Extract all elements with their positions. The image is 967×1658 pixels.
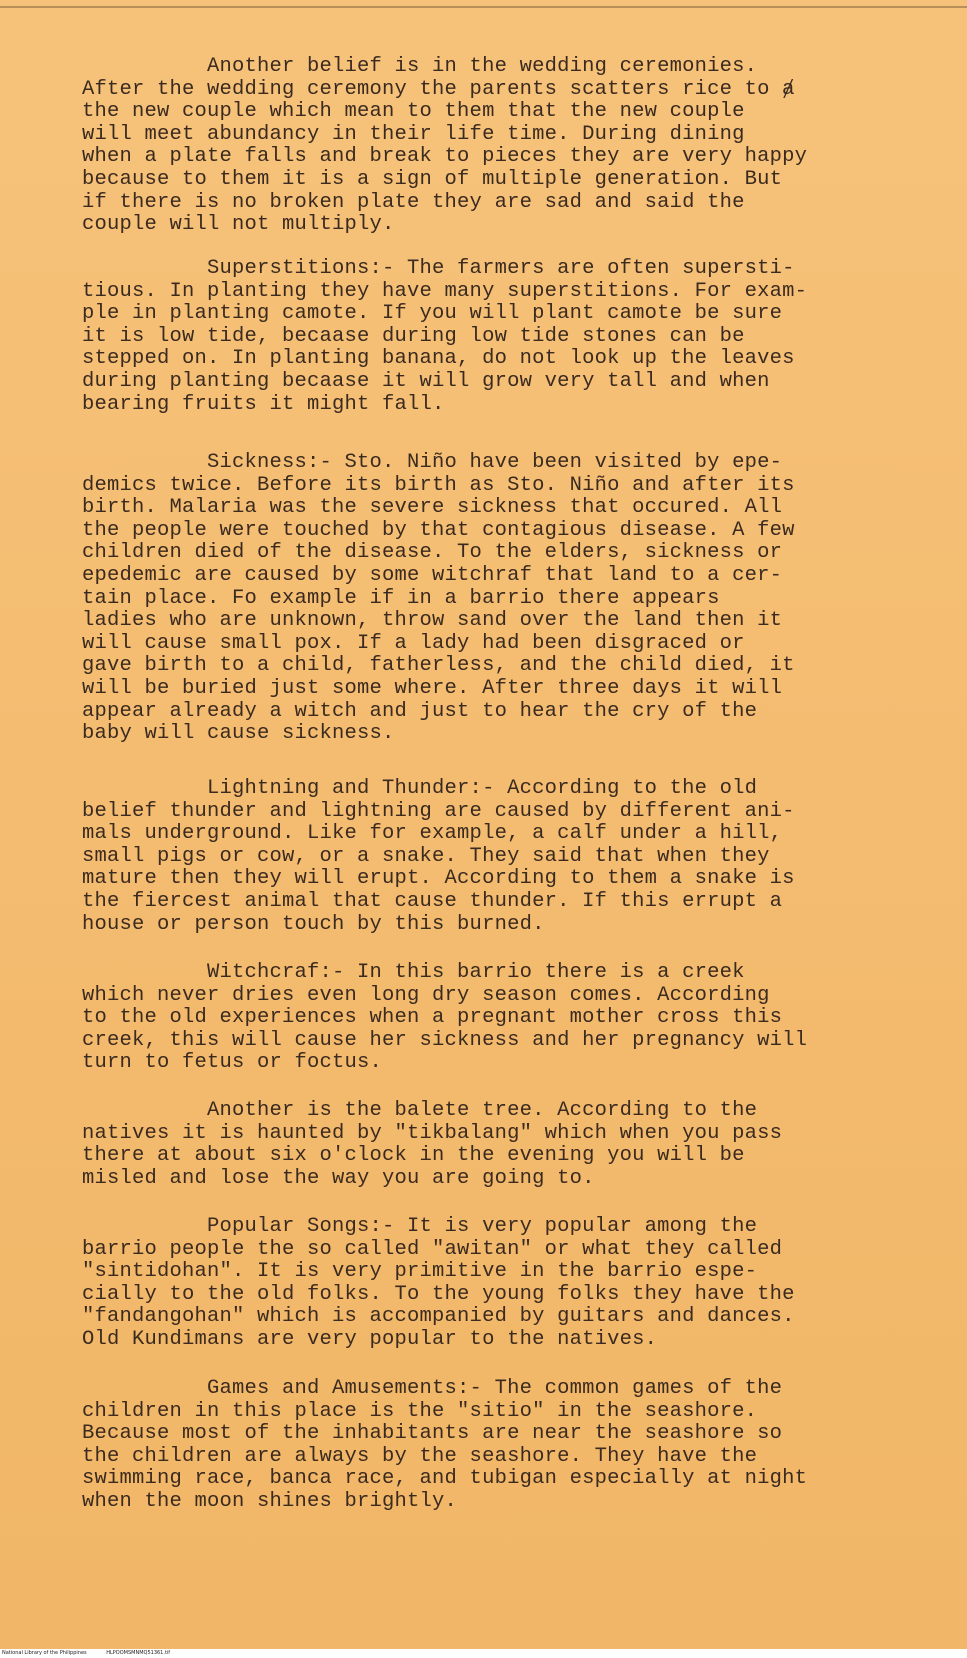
scan-footer — [0, 1649, 967, 1658]
paragraph-songs — [82, 1216, 882, 1352]
paragraph-sickness-text: Sickness:- Sto. Niño have been visited by epe- demics twice. Before its birth as Sto. Niño and after its birth. Malaria was the severe sickness that occured. All the people were touched by that contagious disease. A few children died of the disease. To the elders, sickness or epedemic are caused by some witchraf that land to a cer- tain place. Fo example if in a barrio there appears ladies who are unknown, throw sand over the land then it will cause small pox. If a lady had been disgraced or gave birth to a child, fatherless, and the child died, it will be buried just some where. After three days it will appear already a witch and just to hear the cry of the baby will cause sickness. — [82, 451, 795, 746]
paragraph-lightning-text: Lightning and Thunder:- According to the old belief thunder and lightning are caused by different ani- mals underground. Like for example, a calf under a hill, small pigs or cow, or a snake. They said that when they mature then they will erupt. According to them a snake is the fiercest animal that cause thunder. If this errupt a house or person touch by this burned. — [82, 777, 795, 936]
paragraph-superstitions-text: Superstitions:- The farmers are often supersti- tious. In planting they have many superstitions. For exam- ple in planting camote. If you will plant camote be sure it is low tide, becaase during low tide stones can be stepped on. In planting banana, do not look up the leaves during planting becaase it will grow very tall and when bearing fruits it might fall. — [82, 257, 808, 416]
paragraph-superstitions — [82, 258, 882, 416]
paragraph-games — [82, 1378, 882, 1514]
paragraph-witchcraf — [82, 962, 882, 1075]
paragraph-lightning — [82, 778, 882, 936]
top-rule — [0, 6, 967, 8]
paragraph-balete-text: Another is the balete tree. According to the natives it is haunted by "tikbalang" which when you pass there at about six o'clock in the evening you will be misled and lose the way you are going to. — [82, 1099, 783, 1190]
paragraph-songs-text: Popular Songs:- It is very popular among the barrio people the so called "awitan" or what they called "sintidohan". It is very primitive in the barrio espe- cially to the old folks. To the young folks they have the "fandangohan" which is accompanied by guitars and dances. Old Kundimans are very popular to the natives. — [82, 1215, 795, 1351]
footer-library: National Library of the Philippines — [2, 1650, 87, 1656]
paragraph-sickness — [82, 452, 882, 746]
paragraph-witchcraf-text: Witchcraf:- In this barrio there is a creek which never dries even long dry season comes. According to the old experiences when a pregnant mother cross this creek, this will cause her sickness and her pregnancy will turn to fetus or foctus. — [82, 961, 808, 1075]
paragraph-balete — [82, 1100, 882, 1190]
paragraph-wedding — [82, 56, 882, 237]
paragraph-games-text: Games and Amusements:- The common games of the children in this place is the "sitio" in the seashore. Because most of the inhabitants are near the seashore so the children are always by the seashore. They have the swimming race, banca race, and tubigan especially at night when the moon shines brightly. — [82, 1377, 808, 1513]
paragraph-wedding-text: Another belief is in the wedding ceremonies. After the wedding ceremony the parents scatters rice to ⱥ the new couple which mean to them that the new couple will meet abundancy in their life time. During dining when a plate falls and break to pieces they are very happy because to them it is a sign of multiple generation. But if there is no broken plate they are sad and said the couple will not multiply. — [82, 55, 808, 237]
footer-file: HLPOOMSMNMQ51361.tif — [106, 1650, 171, 1656]
